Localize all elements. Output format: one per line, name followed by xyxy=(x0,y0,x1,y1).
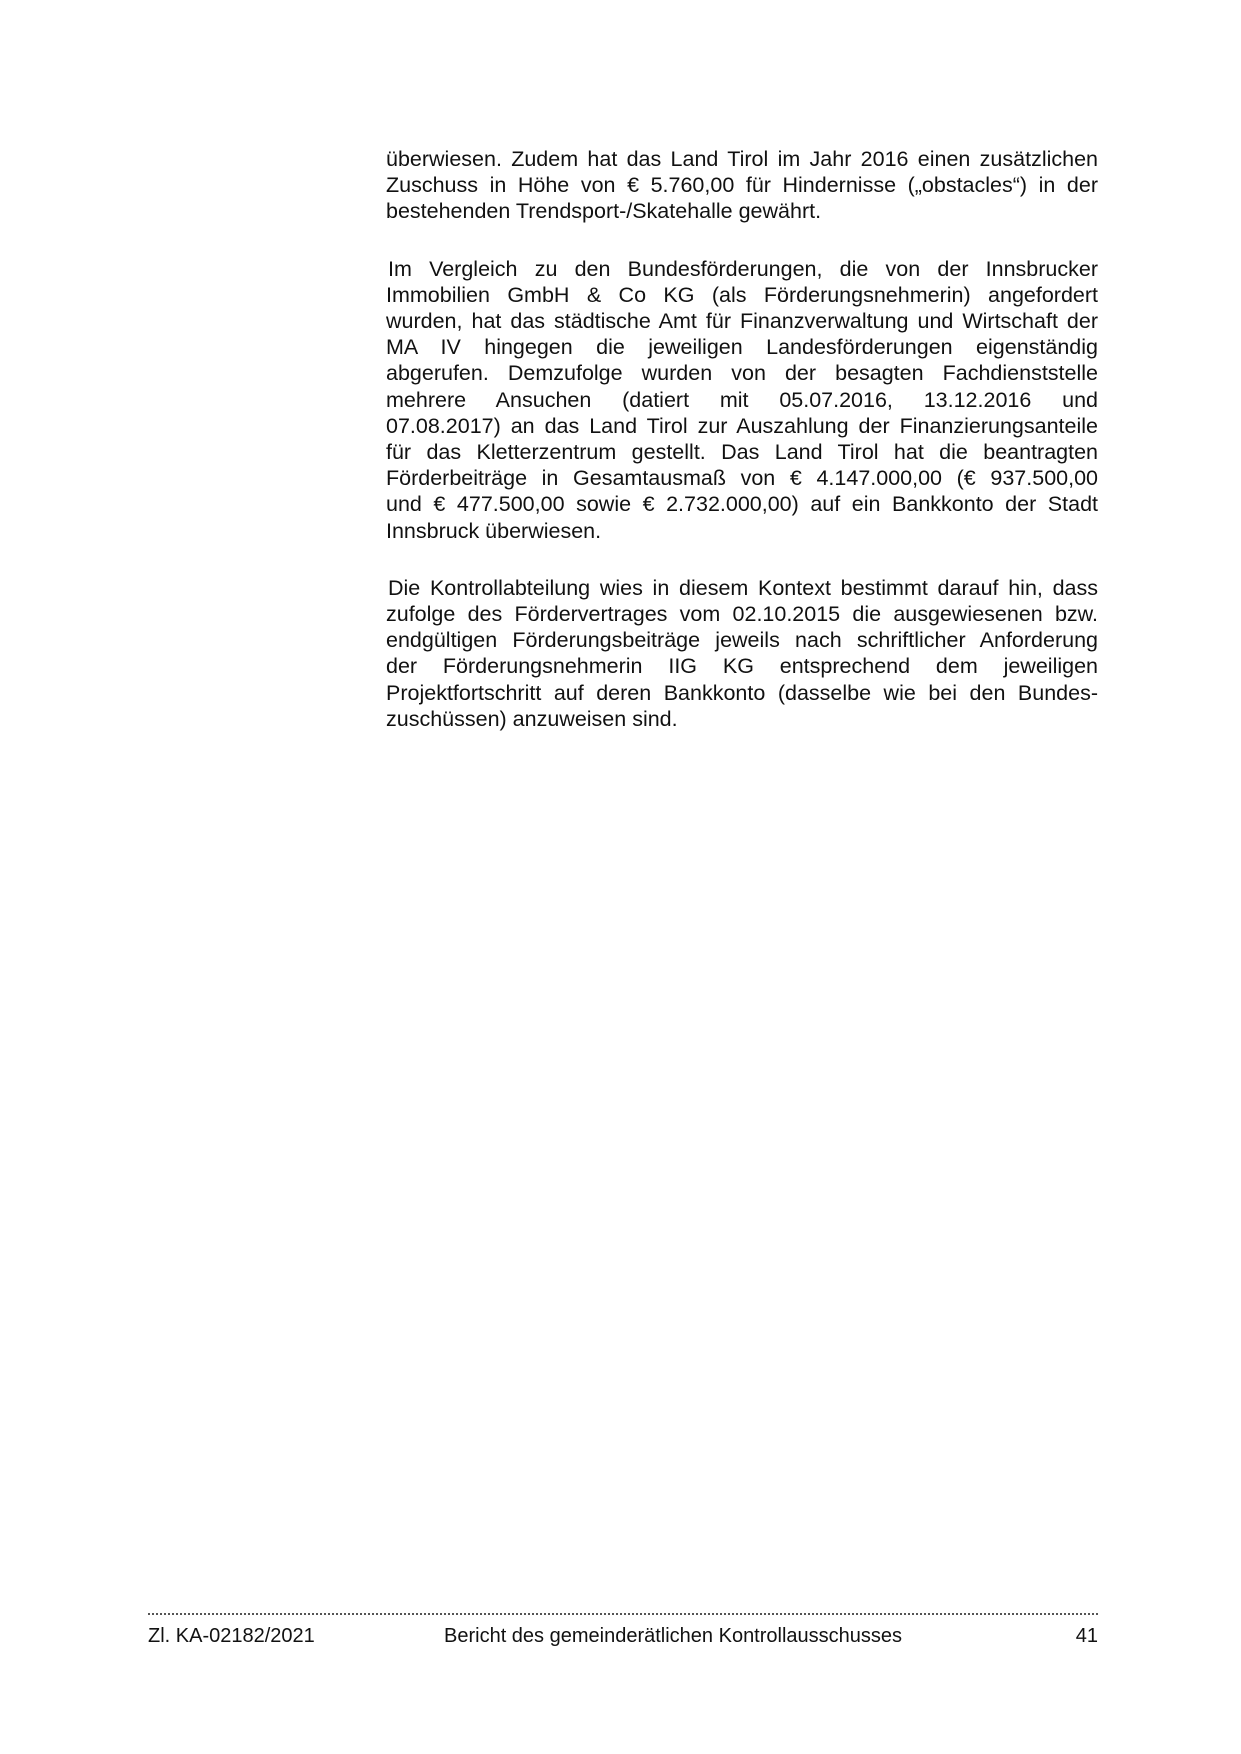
text-line: zuschüssen) anzuweisen sind. xyxy=(386,706,678,731)
text-line: bestehenden Trendsport-/Skatehalle gewährt. xyxy=(386,199,822,224)
text-line: Innsbruck überwiesen. xyxy=(386,518,602,543)
text-line: überwiesen. Zudem hat das Land Tirol im Jahr 2016 einen zusätzlichen xyxy=(386,147,1098,171)
footer-divider xyxy=(148,1613,1098,1615)
page-number: 41 xyxy=(1075,1625,1098,1647)
text-line: zufolge des Fördervertrages vom 02.10.2015 die ausgewiesenen bzw. xyxy=(386,602,1098,627)
text-line: der Förderungsnehmerin IIG KG entsprechend dem jeweiligen xyxy=(386,654,1098,679)
text-line: Zuschuss in Höhe von € 5.760,00 für Hindernisse („obstacles“) in der xyxy=(386,173,1098,198)
text-line: wurden, hat das städtische Amt für Finanzverwaltung und Wirtschaft der xyxy=(386,309,1098,334)
text-line: Immobilien GmbH & Co KG (als Förderungsnehmerin) angefordert xyxy=(386,282,1098,307)
text-line: Im Vergleich zu den Bundesförderungen, die von der Innsbrucker xyxy=(388,256,1098,281)
text-line: endgültigen Förderungsbeiträge jeweils nach schriftlicher Anforderung xyxy=(386,628,1098,653)
text-line: und € 477.500,00 sowie € 2.732.000,00) auf ein Bankkonto der Stadt xyxy=(386,492,1098,517)
text-line: mehrere Ansuchen (datiert mit 05.07.2016, 13.12.2016 und xyxy=(386,387,1098,412)
paragraph-3 xyxy=(386,575,1098,732)
footer-reference: Zl. KA-02182/2021 xyxy=(148,1625,315,1647)
paragraph-1 xyxy=(386,146,1098,225)
page-footer xyxy=(148,1623,1098,1649)
text-line: MA IV hingegen die jeweiligen Landesförderungen eigenständig xyxy=(386,335,1098,360)
text-line: für das Kletterzentrum gestellt. Das Land Tirol hat die beantragten xyxy=(386,440,1098,465)
body-text xyxy=(386,146,1098,763)
text-line: 07.08.2017) an das Land Tirol zur Auszahlung der Finanzierungsanteile xyxy=(386,413,1098,438)
text-line: Projektfortschritt auf deren Bankkonto (dasselbe wie bei den Bundes- xyxy=(386,680,1098,705)
text-line: Die Kontrollabteilung wies in diesem Kontext bestimmt darauf hin, dass xyxy=(388,575,1098,600)
text-line: abgerufen. Demzufolge wurden von der besagten Fachdienststelle xyxy=(386,361,1098,386)
paragraph-2 xyxy=(386,256,1098,544)
text-line: Förderbeiträge in Gesamtausmaß von € 4.147.000,00 (€ 937.500,00 xyxy=(386,466,1098,491)
footer-title: Bericht des gemeinderätlichen Kontrollausschusses xyxy=(444,1625,903,1647)
